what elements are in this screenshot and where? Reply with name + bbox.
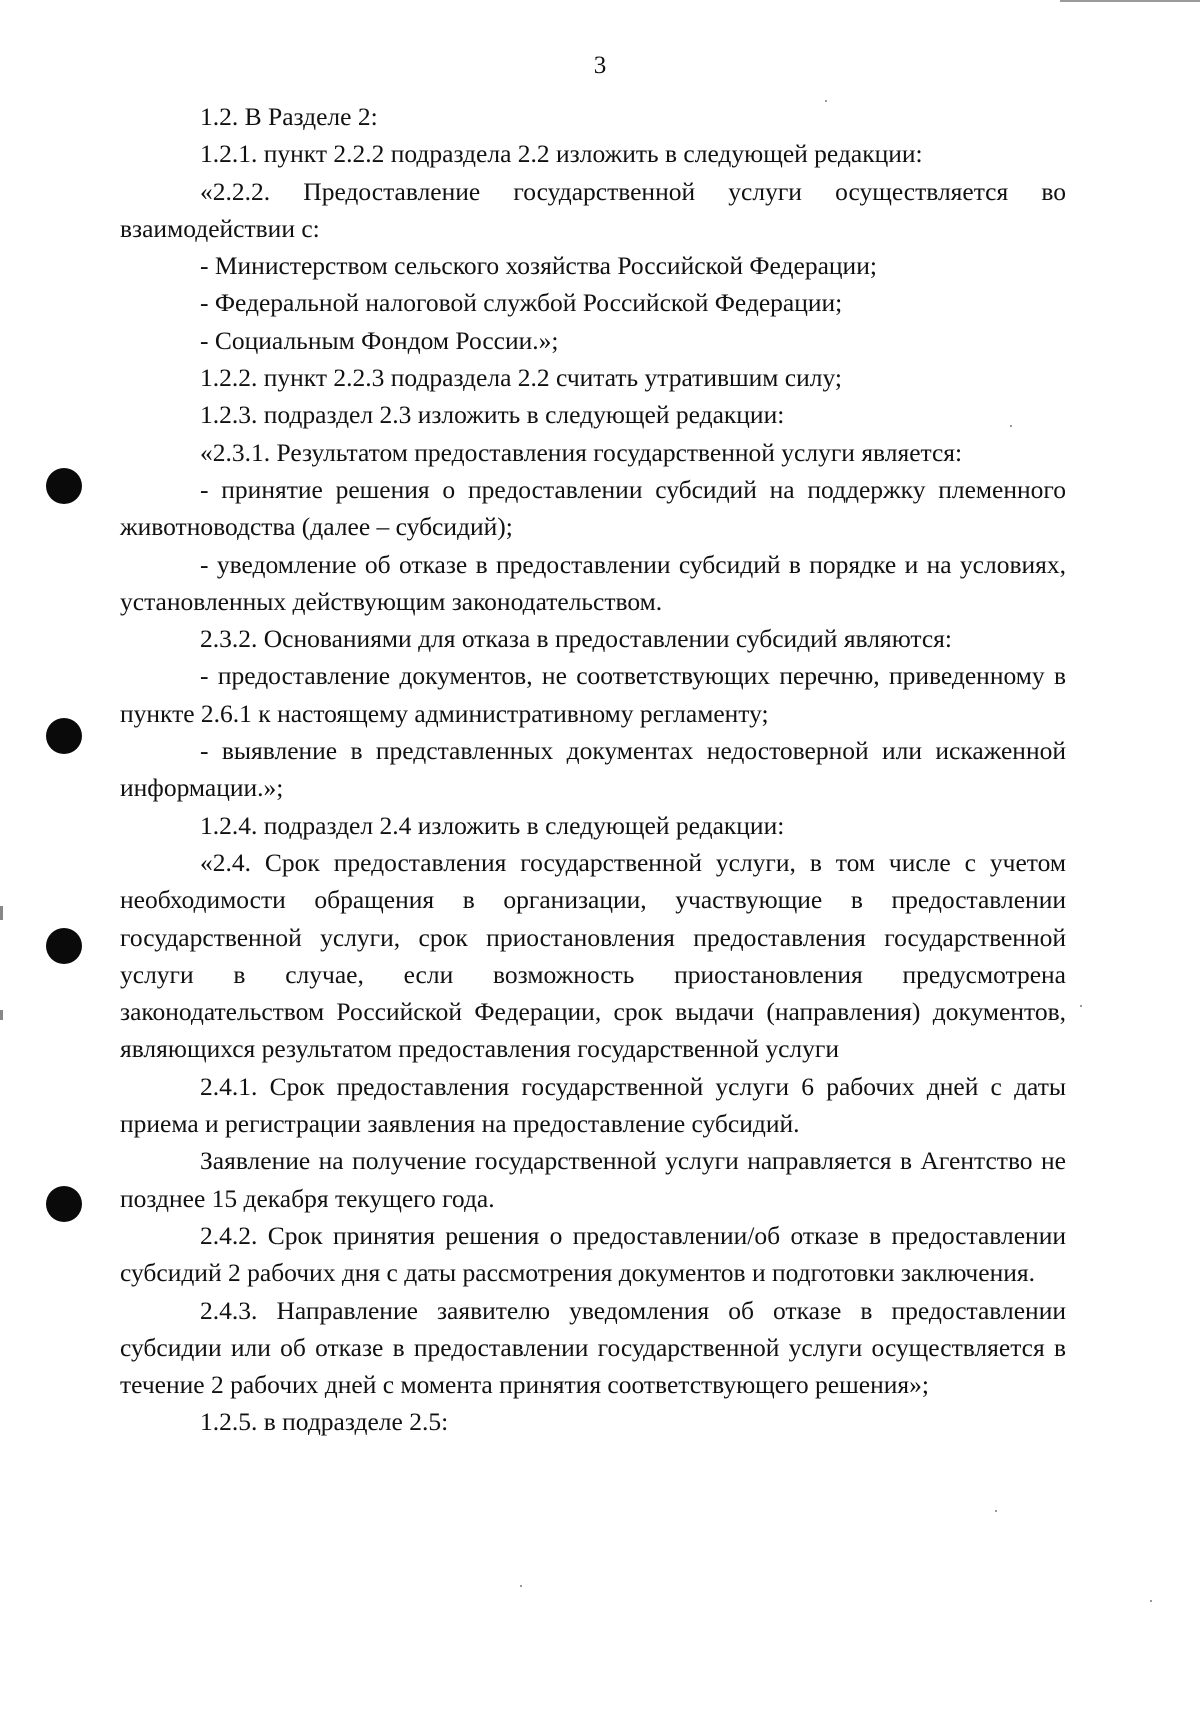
scan-speck	[1150, 1600, 1152, 1602]
punch-hole	[46, 928, 82, 964]
paragraph-2-4-2: 2.4.2. Срок принятия решения о предоставлении/об отказе в предоставлении субсидий 2 рабочих дня с даты рассмотрения документов и подготовки заключения.	[120, 1220, 1066, 1288]
paragraph-2-2-2: «2.2.2. Предоставление государственной услуги осуществляется во взаимодействии с:	[120, 176, 1066, 243]
list-item-decision: - принятие решения о предоставлении субсидий на поддержку племенного животноводства (далее – субсидий);	[120, 474, 1066, 542]
list-item-tax-service: - Федеральной налоговой службой Российской Федерации;	[200, 288, 843, 318]
paragraph-1-2-2: 1.2.2. пункт 2.2.3 подраздела 2.2 считать утратившим силу;	[200, 363, 842, 393]
scan-speck	[995, 1510, 997, 1512]
paragraph-1-2-4: 1.2.4. подраздел 2.4 изложить в следующей редакции:	[200, 810, 785, 840]
scan-speck	[1010, 425, 1012, 427]
page-number: 3	[593, 52, 607, 79]
scan-speck	[520, 1585, 522, 1587]
paragraph-application-deadline: Заявление на получение государственной услуги направляется в Агентство не позднее 15 декабря текущего года.	[120, 1146, 1066, 1213]
paragraph-1-2-5: 1.2.5. в подразделе 2.5:	[200, 1407, 449, 1437]
paragraph-1-2-1: 1.2.1. пункт 2.2.2 подраздела 2.2 изложить в следующей редакции:	[200, 139, 923, 169]
paragraph-2-4: «2.4. Срок предоставления государственной услуги, в том числе с учетом необходимости обращения в организации, участвующие в предоставлении государственной услуги, срок приостановления предоставления государственной услуги в случае, если возможность приостановления предусмотрена законодательством Российской Федерации, срок выдачи (направления) документов, являющихся результатом предоставления государственной услуги	[120, 847, 1066, 1064]
list-item-ministry: - Министерством сельского хозяйства Российской Федерации;	[200, 251, 877, 281]
scan-edge-mark	[0, 906, 3, 920]
paragraph-2-3-1: «2.3.1. Результатом предоставления государственной услуги является:	[200, 437, 963, 467]
scan-speck	[825, 100, 827, 102]
scan-speck	[1080, 1005, 1082, 1007]
punch-hole	[46, 718, 82, 754]
paragraph-2-4-3: 2.4.3. Направление заявителю уведомления об отказе в предоставлении субсидии или об отказе в предоставлении государственной услуги осуществляется в течение 2 рабочих дней с момента принятия соответствующего решения»;	[120, 1295, 1066, 1400]
punch-hole	[46, 1186, 82, 1222]
list-item-false-info: - выявление в представленных документах недостоверной или искаженной информации.»;	[120, 736, 1066, 803]
list-item-documents: - предоставление документов, не соответствующих перечню, приведенному в пункте 2.6.1 к настоящему административному регламенту;	[120, 661, 1066, 728]
paragraph-1-2-3: 1.2.3. подраздел 2.3 изложить в следующей редакции:	[200, 400, 785, 430]
scan-edge-line	[1060, 0, 1200, 2]
paragraph-2-4-1: 2.4.1. Срок предоставления государственной услуги 6 рабочих дней с даты приема и регистрации заявления на предоставление субсидий.	[120, 1071, 1066, 1139]
document-body	[120, 98, 1066, 1441]
list-item-refusal-notice: - уведомление об отказе в предоставлении субсидий в порядке и на условиях, установленных действующим законодательством.	[120, 549, 1066, 616]
punch-hole	[46, 468, 82, 504]
scan-edge-mark	[0, 1010, 3, 1020]
list-item-social-fund: - Социальным Фондом России.»;	[200, 325, 559, 355]
paragraph-1-2: 1.2. В Разделе 2:	[200, 102, 378, 131]
paragraph-2-3-2: 2.3.2. Основаниями для отказа в предоставлении субсидий являются:	[200, 624, 953, 654]
